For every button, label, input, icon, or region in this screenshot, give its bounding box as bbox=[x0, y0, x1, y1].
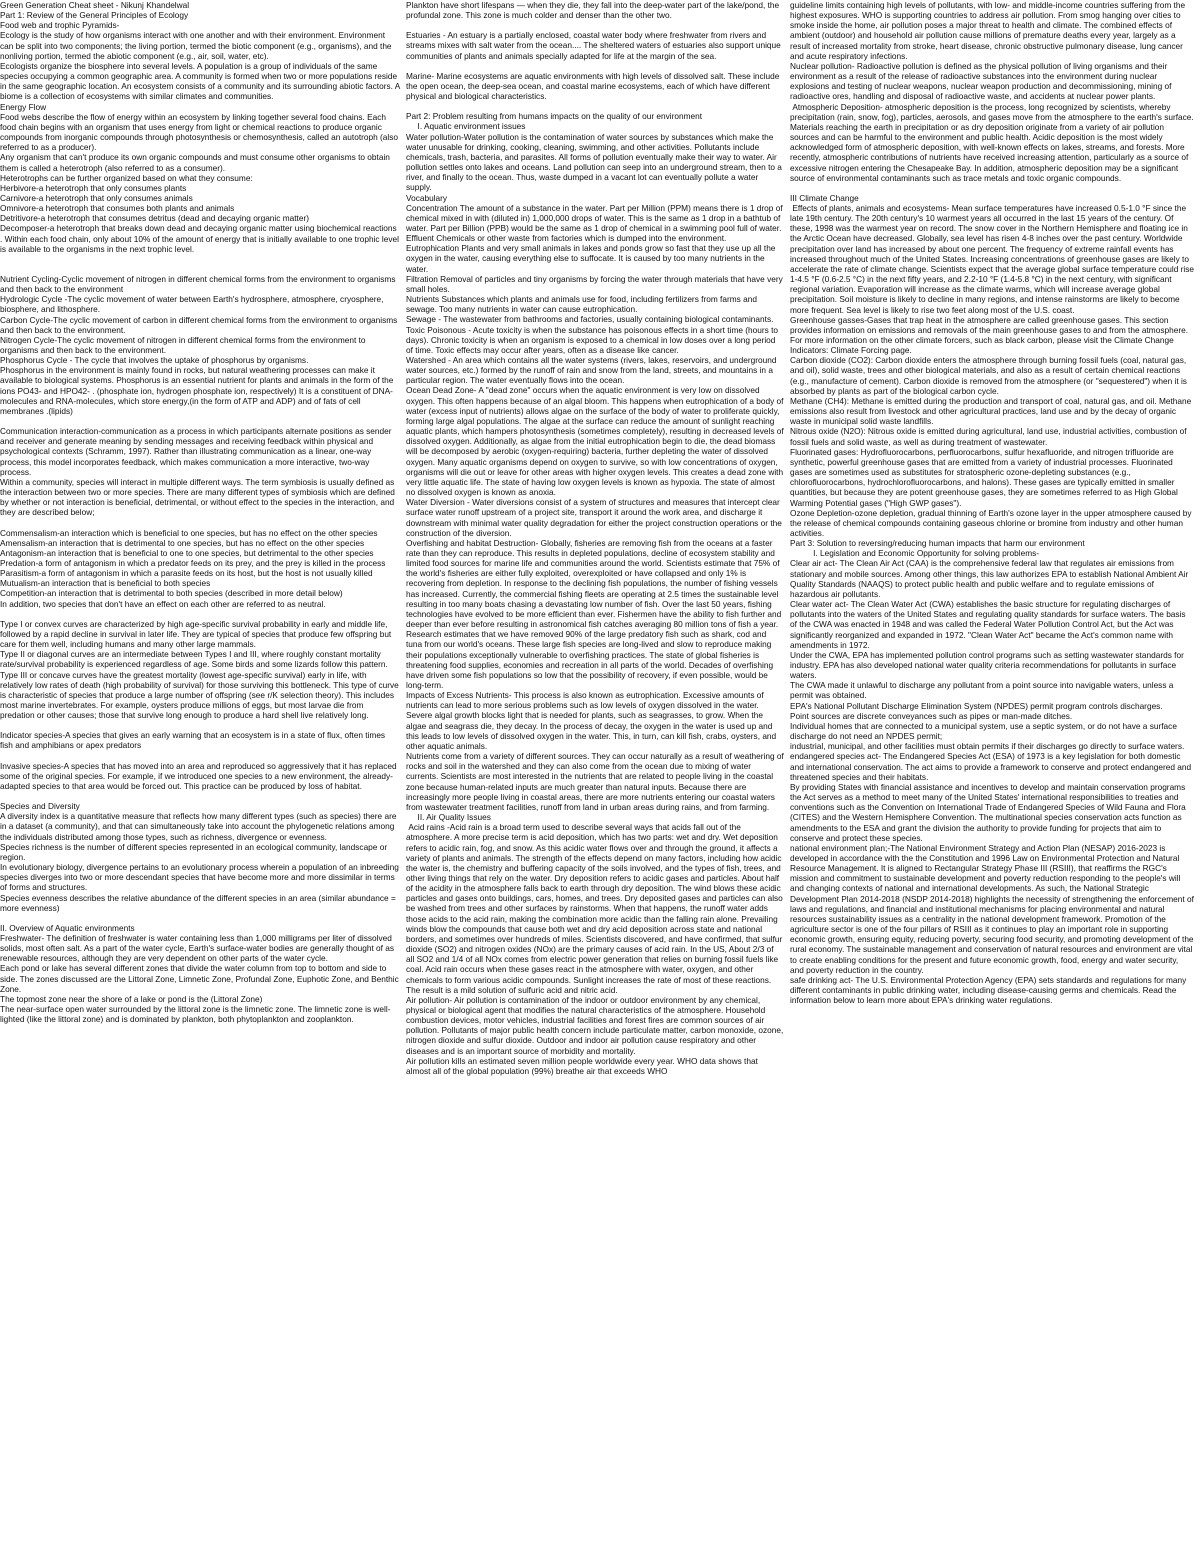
text-paragraph: Type III or concave curves have the greatest mortality (lowest age-specific survival) early in life, with relatively low rates of death (high probability of survival) for those surviving this bottleneck. This type of curve is characteristic of species that produce a large number of offspring (see r/K selection theory). This includes most marine invertebrates. For example, oysters produce millions of eggs, but most larvae die from predation or other causes; those that survive long enough to produce a hard shell live relatively long. bbox=[0, 669, 402, 721]
column-2 bbox=[406, 0, 790, 1553]
text-paragraph: Commensalism-an interaction which is beneficial to one species, but has no effect on the other species bbox=[0, 527, 378, 538]
paragraph-gap bbox=[0, 609, 400, 619]
text-paragraph: Acid rains -Acid rain is a broad term used to describe several ways that acids fall out of the atmosphere. A more precise term is acid deposition, which has two parts: wet and dry. Wet deposition refers to acidic rain, fog, and snow. As this acidic water flows over and through the ground, it affects a variety of plants and animals. The strength of the effects depend on many factors, including how acidic the water is, the chemistry and buffering capacity of the soils involved, and the types of fish, trees, and other living things that rely on the water. Dry deposition refers to acidic gases and particles. About half of the acidity in the atmosphere falls back to earth through dry deposition. The wind blows these acidic particles and gases onto buildings, cars, homes, and trees. Dry deposited gases and particles can also be washed from trees and other surfaces by rainstorms. When that happens, the runoff water adds those acids to the acid rain, making the combination more acidic than the falling rain alone. Prevailing winds blow the compounds that cause both wet and dry acid deposition across state and national borders, and sometimes over hundreds of miles. Scientists discovered, and have confirmed, that sulfur dioxide (SO2) and nitrogen oxides (NOx) are the primary causes of acid rain. In the US, About 2/3 of all SO2 and 1/4 of all NOx comes from electric power generation that relies on burning fossil fuels like coal. Acid rain occurs when these gases react in the atmosphere with water, oxygen, and other chemicals to form various acidic compounds. Sunlight increases the rate of most of these reactions. The result is a mild solution of sulfuric acid and nitric acid. bbox=[406, 822, 786, 995]
text-paragraph: Air pollution- Air pollution is contamination of the indoor or outdoor environment by any chemical, physical or biological agent that modifies the natural characteristics of the atmosphere. Household combustion devices, motor vehicles, industrial facilities and forest fires are common sources of air pollution. Pollutants of major public health concern include particulate matter, carbon monoxide, ozone, nitrogen dioxide and sulfur dioxide. Outdoor and indoor air pollution cause respiratory and other diseases and is an important source of morbidity and mortality. bbox=[406, 994, 786, 1056]
text-paragraph: Clear air act- The Clean Air Act (CAA) is the comprehensive federal law that regulates air emissions from stationary and mobile sources. Among other things, this law authorizes EPA to establish National Ambient Air Quality Standards (NAAQS) to protect public health and public welfare and to regulate emissions of hazardous air pollutants. bbox=[790, 558, 1191, 599]
text-paragraph: By providing States with financial assistance and incentives to develop and maintain conservation programs the Act serves as a method to meet many of the United States' international responsibilities to treaties and conventions such as the Convention on International Trade of Endangered Species of Wild Fauna and Flora (CITES) and the Western Hemisphere Convention. The multinational species conservation acts function as amendments to the ESA and grant the division the authority to provide funding for projects that aim to conserve and protect these species. bbox=[790, 781, 1189, 843]
text-paragraph: Communication interaction-communication as a process in which participants alternate positions as sender and receiver and generate meaning by sending messages and receiving feedback within physical and psychological contexts (Schramm, 1997). Rather than illustrating communication as a linear, one-way process, this model incorporates feedback, which makes communication a more interactive, two-way process. bbox=[0, 426, 394, 477]
text-paragraph: Each pond or lake has several different zones that divide the water column from top to bottom and side to side. The zones discussed are the Littoral Zone, Limnetic Zone, Profundal Zone, Euphotic Zone, and Benthic Zone. bbox=[0, 963, 402, 994]
text-paragraph: safe drinking act- The U.S. Environmental Protection Agency (EPA) sets standards and regulations for many different contaminants in public drinking water, including disease-causing germs and chemicals. Read the information below to learn more about EPA's drinking water regulations. bbox=[790, 974, 1189, 1006]
text-paragraph: I. Aquatic environment issues bbox=[406, 121, 526, 132]
text-paragraph: Green Generation Cheat sheet - Nikunj Khandelwal bbox=[0, 0, 190, 10]
paragraph-gap bbox=[406, 20, 784, 30]
text-paragraph: Carbon Cycle-The cyclic movement of carbon in different chemical forms from the environment to organisms and then back to the environment. bbox=[0, 314, 400, 335]
text-paragraph: III Climate Change bbox=[790, 192, 859, 203]
text-paragraph: Greenhouse gasses-Gases that trap heat in the atmosphere are called greenhouse gases. This section provides information on emissions and removals of the main greenhouse gases to and from the atmosphere. For more information on the other climate forcers, such as black carbon, please visit the Climate Change Indicators: Climate Forcing page. bbox=[790, 314, 1191, 356]
column-1 bbox=[0, 0, 406, 1553]
text-paragraph: Nitrous oxide (N2O): Nitrous oxide is emitted during agricultural, land use, industrial activities, combustion of fossil fuels and solid waste, as well as during treatment of wastewater. bbox=[790, 426, 1189, 447]
text-paragraph: Type I or convex curves are characterized by high age-specific survival probability in early and middle life, followed by a rapid decline in survival in later life. They are typical of species that produce few offspring but care for them well, including humans and many other large mammals. bbox=[0, 618, 394, 650]
paragraph-gap bbox=[0, 254, 400, 264]
text-paragraph: Concentration The amount of a substance in the water. Part per Million (PPM) means there is 1 drop of chemical mixed in with (diluted in) 1,000,000 drops of water. This is the same as 1 drop in a bathtub of water. Part per Billion (PPB) would be the same as 1 drop of chemical in a swimming pool full of water. Effluent Chemicals or other waste from factories which is dumped into the environment. bbox=[406, 202, 785, 244]
text-paragraph: Clear water act- The Clean Water Act (CWA) establishes the basic structure for regulating discharges of pollutants into the waters of the United States and regulating quality standards for surface waters. The basis of the CWA was enacted in 1948 and was called the Federal Water Pollution Control Act, but the Act was significantly reorganized and expanded in 1972. "Clean Water Act" became the Act's common name with amendments in 1972. bbox=[790, 599, 1188, 650]
text-paragraph: Water pollution-Water pollution is the contamination of water sources by substances which make the water unusable for drinking, cooking, cleaning, swimming, and other activities. Pollutants include chemicals, trash, bacteria, and parasites. All forms of pollution eventually make their way to water. Air pollution settles onto lakes and oceans. Land pollution can seep into an underground stream, then to a river, and finally to the ocean. Thus, waste dumped in a vacant lot can eventually pollute a water supply. bbox=[406, 131, 785, 193]
text-paragraph: national environment plan;-The National Environment Strategy and Action Plan (NESAP) 2016-2023 is developed in accordance with the the Constitution and 1996 Law on Environmental Protection and Natural Resource Management. It is aligned to Rectangular Strategy Phase III (RSIII), that reaffirms the RGC's mission and commitment to sustainable development and poverty reduction responding to the people's will and changing contexts of national and international developments. As such, the National Strategic Development Plan 2014-2018 (NSDP 2014-2018) highlights the necessity of strengthening the enforcement of laws and regulations, and financial and institutional mechanisms for placing environmental and natural resources sustainability issues as a centrality in the national development framework. Promotion of the agriculture sector is one of the four pillars of RSIII as it continues to play an important role in supporting economic growth, ensuring equity, reducing poverty, securing food security, and promoting development of the rural economy. The sustainable management and conservation of natural resources and environment are vital to create enabling conditions for the present and future economic growth, food, energy and water security, and poverty reduction in the country. bbox=[790, 842, 1197, 975]
paragraph-gap bbox=[0, 264, 400, 274]
text-paragraph: Atmospheric Deposition- atmospheric deposition is the process, long recognized by scientists, whereby precipitation (rain, snow, fog), particles, aerosols, and gases move from the atmosphere to the earth's surface. Materials reaching the earth in precipitation or as dry deposition originate from a variety of air pollution sources and can be harmful to the environment and public health. Acidic deposition is the most widely acknowledged form of atmospheric deposition, with well-known effects on lakes, streams, and forests. More recently, atmospheric contributions of nutrients have received increasing attention, particularly as a source of excessive nitrogen entering the Chesapeake Bay. In addition, atmospheric deposition may be a significant source of environmental contaminants such as trace metals and toxic organic compounds. bbox=[790, 101, 1197, 183]
text-paragraph: Mutualism-an interaction that is beneficial to both species bbox=[0, 578, 211, 589]
text-paragraph: Phosphorus in the environment is mainly found in rocks, but natural weathering processes can make it available to biological systems. Phosphorus is an essential nutrient for plants and animals in the form of the ions PO43- and HPO42- . (phosphate ion, hydrogen phosphate ion, respectively) It is a constituent of DNA-molecules and RNA-molecules, which store energy,(in the form of ATP and ADP) and of fats of cell membranes .(lipids) bbox=[0, 365, 396, 416]
text-paragraph: In evolutionary biology, divergence pertains to an evolutionary process wherein a population of an inbreeding species diverges into two or more descendant species that have become more and more dissimilar in terms of forms and structures. bbox=[0, 862, 402, 893]
text-paragraph: Invasive species-A species that has moved into an area and reproduced so aggressively that it has replaced some of the original species. For example, if we introduced one species to a new environment, the already-adapted species to that area would be forced out. This practice can be produced by loss of habitat. bbox=[0, 760, 399, 791]
text-paragraph: Antagonism-an interaction that is beneficial to one to one species, but detrimental to the other species bbox=[0, 547, 374, 558]
text-paragraph: Nitrogen Cycle-The cyclic movement of nitrogen in different chemical forms from the environment to organisms and then back to the environment. bbox=[0, 334, 368, 355]
text-paragraph: Overfishing and habitat Destruction- Globally, fisheries are removing fish from the oceans at a faster rate than they can reproduce. This results in depleted populations, decline of ecosystem stability and limited food sources for marine life and communities around the world. Scientists estimate that 75% of the world's fisheries are either fully exploited, overexploited or have collapsed and only 1% is recovering from depletion. In response to the declining fish populations, the number of fishing vessels has increased. Currently, the commercial fishing fleets are operating at 2.5 times the sustainable level resulting in too many boats chasing a devastating low number of fish. Over the last 50 years, fishing technologies have evolved to be more efficient than ever. Fishermen have the ability to fish further and deeper than ever before resulting in astronomical fish catches averaging 80 million tons of fish a year. Research estimates that we have removed 90% of the large predatory fish such as shark, cod and tuna from our world's oceans. These large fish species are long-lived and slow to reproduce making their populations exceptionally vulnerable to overfishing practices. The state of global fisheries is threatening food supplies, economies and recreation in all parts of the world. Decades of overfishing have driven some fish populations so low that the possibility of recovery, if even possible, would be long-term. bbox=[406, 537, 784, 690]
text-paragraph: Species richness is the number of different species represented in an ecological community, landscape or region. bbox=[0, 841, 390, 862]
text-paragraph: Food web and trophic Pyramids- bbox=[0, 20, 120, 31]
text-paragraph: Carbon dioxide (CO2): Carbon dioxide enters the atmosphere through burning fossil fuels (coal, natural gas, and oil), solid waste, trees and other biological materials, and also as a result of certain chemical reactions (e.g., manufacture of cement). Carbon dioxide is removed from the atmosphere (or "sequestered") when it is absorbed by plants as part of the biological carbon cycle. bbox=[790, 355, 1190, 396]
text-paragraph: Food webs describe the flow of energy within an ecosystem by linking together several food chains. Each food chain begins with an organism that uses energy from light or chemical reactions to produce organic compounds from inorganic compounds through photosynthesis or chemosynthesis, called an autotroph (also referred to as a producer). bbox=[0, 111, 401, 153]
text-paragraph: Hydrologic Cycle -The cyclic movement of water between Earth's hydrosphere, atmosphere, cryosphere, biosphere, and lithosphere. bbox=[0, 294, 386, 315]
text-paragraph: guideline limits containing high levels of pollutants, with low- and middle-income countries suffering from the highest exposures. WHO is supporting countries to address air pollution. From smog hanging over cities to smoke inside the home, air pollution poses a major threat to health and climate. The combined effects of ambient (outdoor) and household air pollution cause millions of premature deaths every year, largely as a result of increased mortality from stroke, heart disease, chronic obstructive pulmonary disease, lung cancer and acute respiratory infections. bbox=[790, 0, 1188, 61]
text-paragraph: Herbivore-a heterotroph that only consumes plants bbox=[0, 182, 187, 193]
paragraph-gap bbox=[0, 518, 400, 528]
text-paragraph: Effects of plants, animals and ecosystems- Mean surface temperatures have increased 0.5-1.0 °F since the late 19th century. The 20th century's 10 warmest years all occurred in the last 15 years of the century. Of these, 1998 was the warmest year on record. The snow cover in the Northern Hemisphere and floating ice in the Arctic Ocean have decreased. Globally, sea level has risen 4-8 inches over the past century. Worldwide precipitation over land has increased by about one percent. The frequency of extreme rainfall events has increased throughout much of the United States. Increasing concentrations of greenhouse gases are likely to accelerate the rate of climate change. Scientists expect that the average global surface temperature could rise 1-4.5 °F (0.6-2.5 °C) in the next fifty years, and 2.2-10 °F (1.4-5.8 °C) in the next century, with significant regional variation. Evaporation will increase as the climate warms, which will increase average global precipitation. Soil moisture is likely to decline in many regions, and intense rainstorms are likely to become more frequent. Sea level is likely to rise two feet along most of the U.S. coast. bbox=[790, 202, 1197, 315]
text-paragraph: Detritivore-a heterotroph that consumes detritus (dead and decaying organic matter) bbox=[0, 213, 309, 224]
paragraph-gap bbox=[0, 416, 400, 426]
paragraph-gap bbox=[0, 913, 400, 923]
text-paragraph: Part 2: Problem resulting from humans impacts on the quality of our environment bbox=[406, 111, 703, 122]
text-paragraph: Water Diversion - Water diversions consist of a system of structures and measures that intercept clear surface water runoff upstream of a project site, transport it around the work area, and discharge it downstream with minimal water quality degradation for either the project construction operations or the construction of the diversion. bbox=[406, 497, 785, 538]
text-paragraph: Estuaries - An estuary is a partially enclosed, coastal water body where freshwater from rivers and streams mixes with salt water from the ocean.... The sheltered waters of estuaries also support unique communities of plants and animals specially adapted for life at the margin of the sea. bbox=[406, 30, 784, 61]
text-paragraph: Ozone Depletion-ozone depletion, gradual thinning of Earth's ozone layer in the upper atmosphere caused by the release of chemical compounds containing gaseous chlorine or bromine from industry and other human activities. bbox=[790, 507, 1194, 538]
text-paragraph: Heterotrophs can be further organized based on what they consume: bbox=[0, 172, 253, 183]
text-paragraph: Indicator species-A species that gives an early warning that an ecosystem is in a state of flux, often times fish and amphibians or apex predators bbox=[0, 730, 388, 751]
text-paragraph: Vocabulary bbox=[406, 192, 448, 203]
text-paragraph: Competition-an interaction that is detrimental to both species (described in more detail below) bbox=[0, 588, 343, 599]
text-paragraph: Impacts of Excess Nutrients- This process is also known as eutrophication. Excessive amounts of nutrients can lead to more serious problems such as low levels of oxygen dissolved in the water. Severe algal growth blocks light that is needed for plants, such as seagrasses, to grow. When the algae and seagrass die, they decay. In the process of decay, the oxygen in the water is used up and this leads to low levels of dissolved oxygen in the water. This, in turn, can kill fish, crabs, oysters, and other aquatic animals. bbox=[406, 690, 779, 751]
text-paragraph: Omnivore-a heterotroph that consumes both plants and animals bbox=[0, 203, 235, 214]
text-paragraph: Parasitism-a form of antagonism in which a parasite feeds on its host, but the host is not usually killed bbox=[0, 568, 373, 579]
column-3 bbox=[790, 0, 1200, 1553]
text-paragraph: Ecologists organize the biosphere into several levels. A population is a group of individuals of the same species occupying a common geographic area. A community is formed when two or more populations reside in the same geographic location. An ecosystem consists of a community and its surrounding abiotic factors. A biome is a collection of ecosystems with similar climates and communities. bbox=[0, 60, 403, 102]
text-paragraph: Methane (CH4): Methane is emitted during the production and transport of coal, natural gas, and oil. Methane emissions also result from livestock and other agricultural practices, land use and by the decay of organic waste in municipal solid waste landfills. bbox=[790, 395, 1194, 427]
text-paragraph: Filtration Removal of particles and tiny organisms by forcing the water through materials that have very small holes. bbox=[406, 273, 786, 294]
text-paragraph: Amensalism-an interaction that is detrimental to one species, but has no effect on the other species bbox=[0, 537, 365, 548]
text-paragraph: II. Overview of Aquatic environments bbox=[0, 922, 135, 933]
text-paragraph: Predation-a form of antagonism in which a predator feeds on its prey, and the prey is killed in the process bbox=[0, 557, 386, 568]
text-paragraph: Under the CWA, EPA has implemented pollution control programs such as setting wastewater standards for industry. EPA has also developed national water quality criteria recommendations for pollutants in surface waters. bbox=[790, 649, 1187, 681]
text-paragraph: Nuclear pollution- Radioactive pollution is defined as the physical pollution of living organisms and their environment as a result of the release of radioactive substances into the environment during nuclear explosions and testing of nuclear weapons, nuclear weapon production and decommissioning, mining of radioactive ores, handling and disposal of radioactive waste, and accidents at nuclear power plants. bbox=[790, 60, 1174, 102]
text-paragraph: Air pollution kills an estimated seven million people worldwide every year. WHO data shows that almost all of the global population (99%) breathe air that exceeds WHO bbox=[406, 1055, 761, 1076]
text-paragraph: Nutrients Substances which plants and animals use for food, including fertilizers from farms and sewage. Too many nutrients in water can cause eutrophication. bbox=[406, 294, 760, 315]
text-paragraph: Ocean Dead Zone- A "dead zone" occurs when the aquatic environment is very low on dissolved oxygen. This often happens because of an algal bloom. This happens when eutrophication of a body of water (excess input of nutrients) allows algae on the surface of the body of water to proliferate quickly, forming large algal populations. The algae at the surface can reduce the amount of sunlight reaching aquatic plants, which hampers photosynthesis (sometimes completely), resulting in decreased levels of dissolved oxygen. Additionally, as algae from the initial eutrophication begin to die, the dead biomass will be decomposed by aerobic (oxygen-requiring) bacteria, further depleting the water of dissolved oxygen. Many aquatic organisms depend on oxygen to survive, so with low concentrations of oxygen, organisms will die out or leave for other areas with higher oxygen levels. This creates a dead zone with very little aquatic life. The state of having low oxygen levels is known as hypoxia. The state of almost no dissolved oxygen is known as anoxia. bbox=[406, 385, 787, 498]
text-paragraph: Eutrophication Plants and very small animals in lakes and ponds grow so fast that they use up all the oxygen in the water, causing everything else to suffocate. It is caused by too many nutrients in the water. bbox=[406, 243, 778, 274]
paragraph-gap bbox=[790, 183, 1194, 193]
text-paragraph: Marine- Marine ecosystems are aquatic environments with high levels of dissolved salt. These include the open ocean, the deep-sea ocean, and coastal marine ecosystems, each of which have different physical and biological characteristics. bbox=[406, 70, 782, 102]
text-paragraph: Decomposer-a heterotroph that breaks down dead and decaying organic matter using biochemical reactions bbox=[0, 223, 397, 234]
text-paragraph: A diversity index is a quantitative measure that reflects how many different types (such as species) there are in a dataset (a community), and that can simultaneously take into account the phylogenetic relations among the individuals distributed among those types, such as richness, divergence or evenness. bbox=[0, 811, 399, 842]
text-paragraph: I. Legislation and Economic Opportunity for solving problems- bbox=[790, 548, 1040, 559]
text-paragraph: Species evenness describes the relative abundance of the different species in an area (similar abundance = more evenness) bbox=[0, 892, 399, 913]
text-paragraph: Nutrient Cycling-Cyclic movement of nitrogen in different chemical forms from the environment to organisms and then back to the environment bbox=[0, 273, 398, 295]
paragraph-gap bbox=[0, 751, 400, 761]
text-paragraph: Species and Diversity bbox=[0, 801, 80, 812]
text-paragraph: Part 3: Solution to reversing/reducing human impacts that harm our environment bbox=[790, 538, 1085, 549]
text-paragraph: The topmost zone near the shore of a lake or pond is the (Littoral Zone) bbox=[0, 993, 263, 1004]
paragraph-gap bbox=[0, 720, 400, 730]
text-paragraph: Point sources are discrete conveyances such as pipes or man-made ditches. bbox=[790, 710, 1073, 721]
text-paragraph: Freshwater- The definition of freshwater is water containing less than 1,000 milligrams per liter of dissolved solids, most often salt. As a part of the water cycle, Earth's surface-water bodies are generally thought of as renewable resources, although they are very dependent on other parts of the water cycle. bbox=[0, 932, 397, 964]
text-paragraph: Part 1: Review of the General Principles of Ecology bbox=[0, 10, 189, 21]
text-paragraph: Any organism that can't produce its own organic compounds and must consume other organisms to obtain them is called a heterotroph (also referred to as a consumer). bbox=[0, 152, 393, 173]
text-paragraph: endangered species act- The Endangered Species Act (ESA) of 1973 is a key legislation for both domestic and international conservation. The act aims to provide a framework to conserve and protect endangered and threatened species and their habitats. bbox=[790, 751, 1194, 782]
text-paragraph: Plankton have short lifespans — when they die, they fall into the deep-water part of the lake/pond, the profundal zone. This zone is much colder and denser than the other two. bbox=[406, 0, 782, 21]
text-paragraph: EPA's National Pollutant Discharge Elimination System (NPDES) permit program controls discharges. bbox=[790, 700, 1163, 711]
text-paragraph: Phosphorus Cycle - The cycle that involves the uptake of phosphorus by organisms. bbox=[0, 355, 309, 366]
text-paragraph: . Within each food chain, only about 10% of the amount of energy that is initially available to one trophic level is available to the organisms in the next trophic level. bbox=[0, 233, 402, 254]
text-paragraph: Fluorinated gases: Hydrofluorocarbons, perfluorocarbons, sulfur hexafluoride, and nitrogen trifluoride are synthetic, powerful greenhouse gases that are emitted from a variety of industrial processes. Fluorinated gases are sometimes used as substitutes for stratospheric ozone-depleting substances (e.g., chlorofluorocarbons, hydrochlorofluorocarbons, and halons). These gases are typically emitted in smaller quantities, but because they are potent greenhouse gases, they are sometimes referred to as High Global Warming Potential gases ("High GWP gases"). bbox=[790, 446, 1181, 508]
paragraph-gap bbox=[406, 101, 784, 111]
text-paragraph: Carnivore-a heterotroph that only consumes animals bbox=[0, 192, 193, 203]
text-paragraph: Individual homes that are connected to a municipal system, use a septic system, or do not have a surface discharge do not need an NPDES permit; bbox=[790, 720, 1180, 742]
paragraph-gap bbox=[0, 791, 400, 801]
text-paragraph: The CWA made it unlawful to discharge any pollutant from a point source into navigable waters, unless a permit was obtained. bbox=[790, 680, 1176, 701]
text-paragraph: In addition, two species that don't have an effect on each other are referred to as neutral. bbox=[0, 598, 326, 609]
text-paragraph: Type II or diagonal curves are an intermediate between Types I and III, where roughly constant mortality rate/survival probability is experienced regardless of age. Some birds and some lizards follow this pattern. bbox=[0, 649, 388, 670]
text-paragraph: industrial, municipal, and other facilities must obtain permits if their discharges go directly to surface waters. bbox=[790, 741, 1185, 752]
text-paragraph: Nutrients come from a variety of different sources. They can occur naturally as a result of weathering of rocks and soil in the watershed and they can also come from the ocean due to mixing of water currents. Scientists are most interested in the nutrients that are related to people living in the coastal zone because human-related inputs are much greater than natural inputs. Because there are increasingly more people living in coastal areas, there are more nutrients entering our coastal waters from wastewater treatment facilities, runoff from land in urban areas during rains, and from farming. bbox=[406, 751, 787, 812]
text-paragraph: II. Air Quality Issues bbox=[406, 812, 491, 823]
text-paragraph: Sewage - The wastewater from bathrooms and factories, usually containing biological contaminants. bbox=[406, 314, 774, 325]
text-paragraph: Toxic Poisonous - Acute toxicity is when the substance has poisonous effects in a short time (hours to days). Chronic toxicity is when an organism is exposed to a chemical in low doses over a long period of time. Toxic effects may occur after years, often as a disease like cancer. bbox=[406, 324, 781, 355]
text-paragraph: Watershed - An area which contains all the water systems (rivers, lakes, reservoirs, and underground water sources, etc.) formed by the runoff of rain and snow from the land, streets, and mountains in a particular region. The water eventually flows into the ocean. bbox=[406, 355, 779, 386]
text-paragraph: Within a community, species will interact in multiple different ways. The term symbiosis is usually defined as the interaction between two or more species. There are many different types of symbiosis which are defined by whether or not interaction is beneficial, detrimental, or without effect to the species in the interaction, and they are described below; bbox=[0, 476, 398, 518]
text-paragraph: Ecology is the study of how organisms interact with one another and with their environment. Environment can be split into two components; the living portion, termed the biotic component (e.g., organisms), and the nonliving portion, termed the abiotic component (e.g., air, soil, water, etc). bbox=[0, 30, 394, 61]
text-paragraph: Energy Flow bbox=[0, 101, 47, 112]
paragraph-gap bbox=[406, 61, 784, 71]
text-paragraph: The near-surface open water surrounded by the littoral zone is the limnetic zone. The limnetic zone is well-lighted (like the littoral zone) and is dominated by plankton, both phytoplankton and zooplankton. bbox=[0, 1004, 391, 1025]
